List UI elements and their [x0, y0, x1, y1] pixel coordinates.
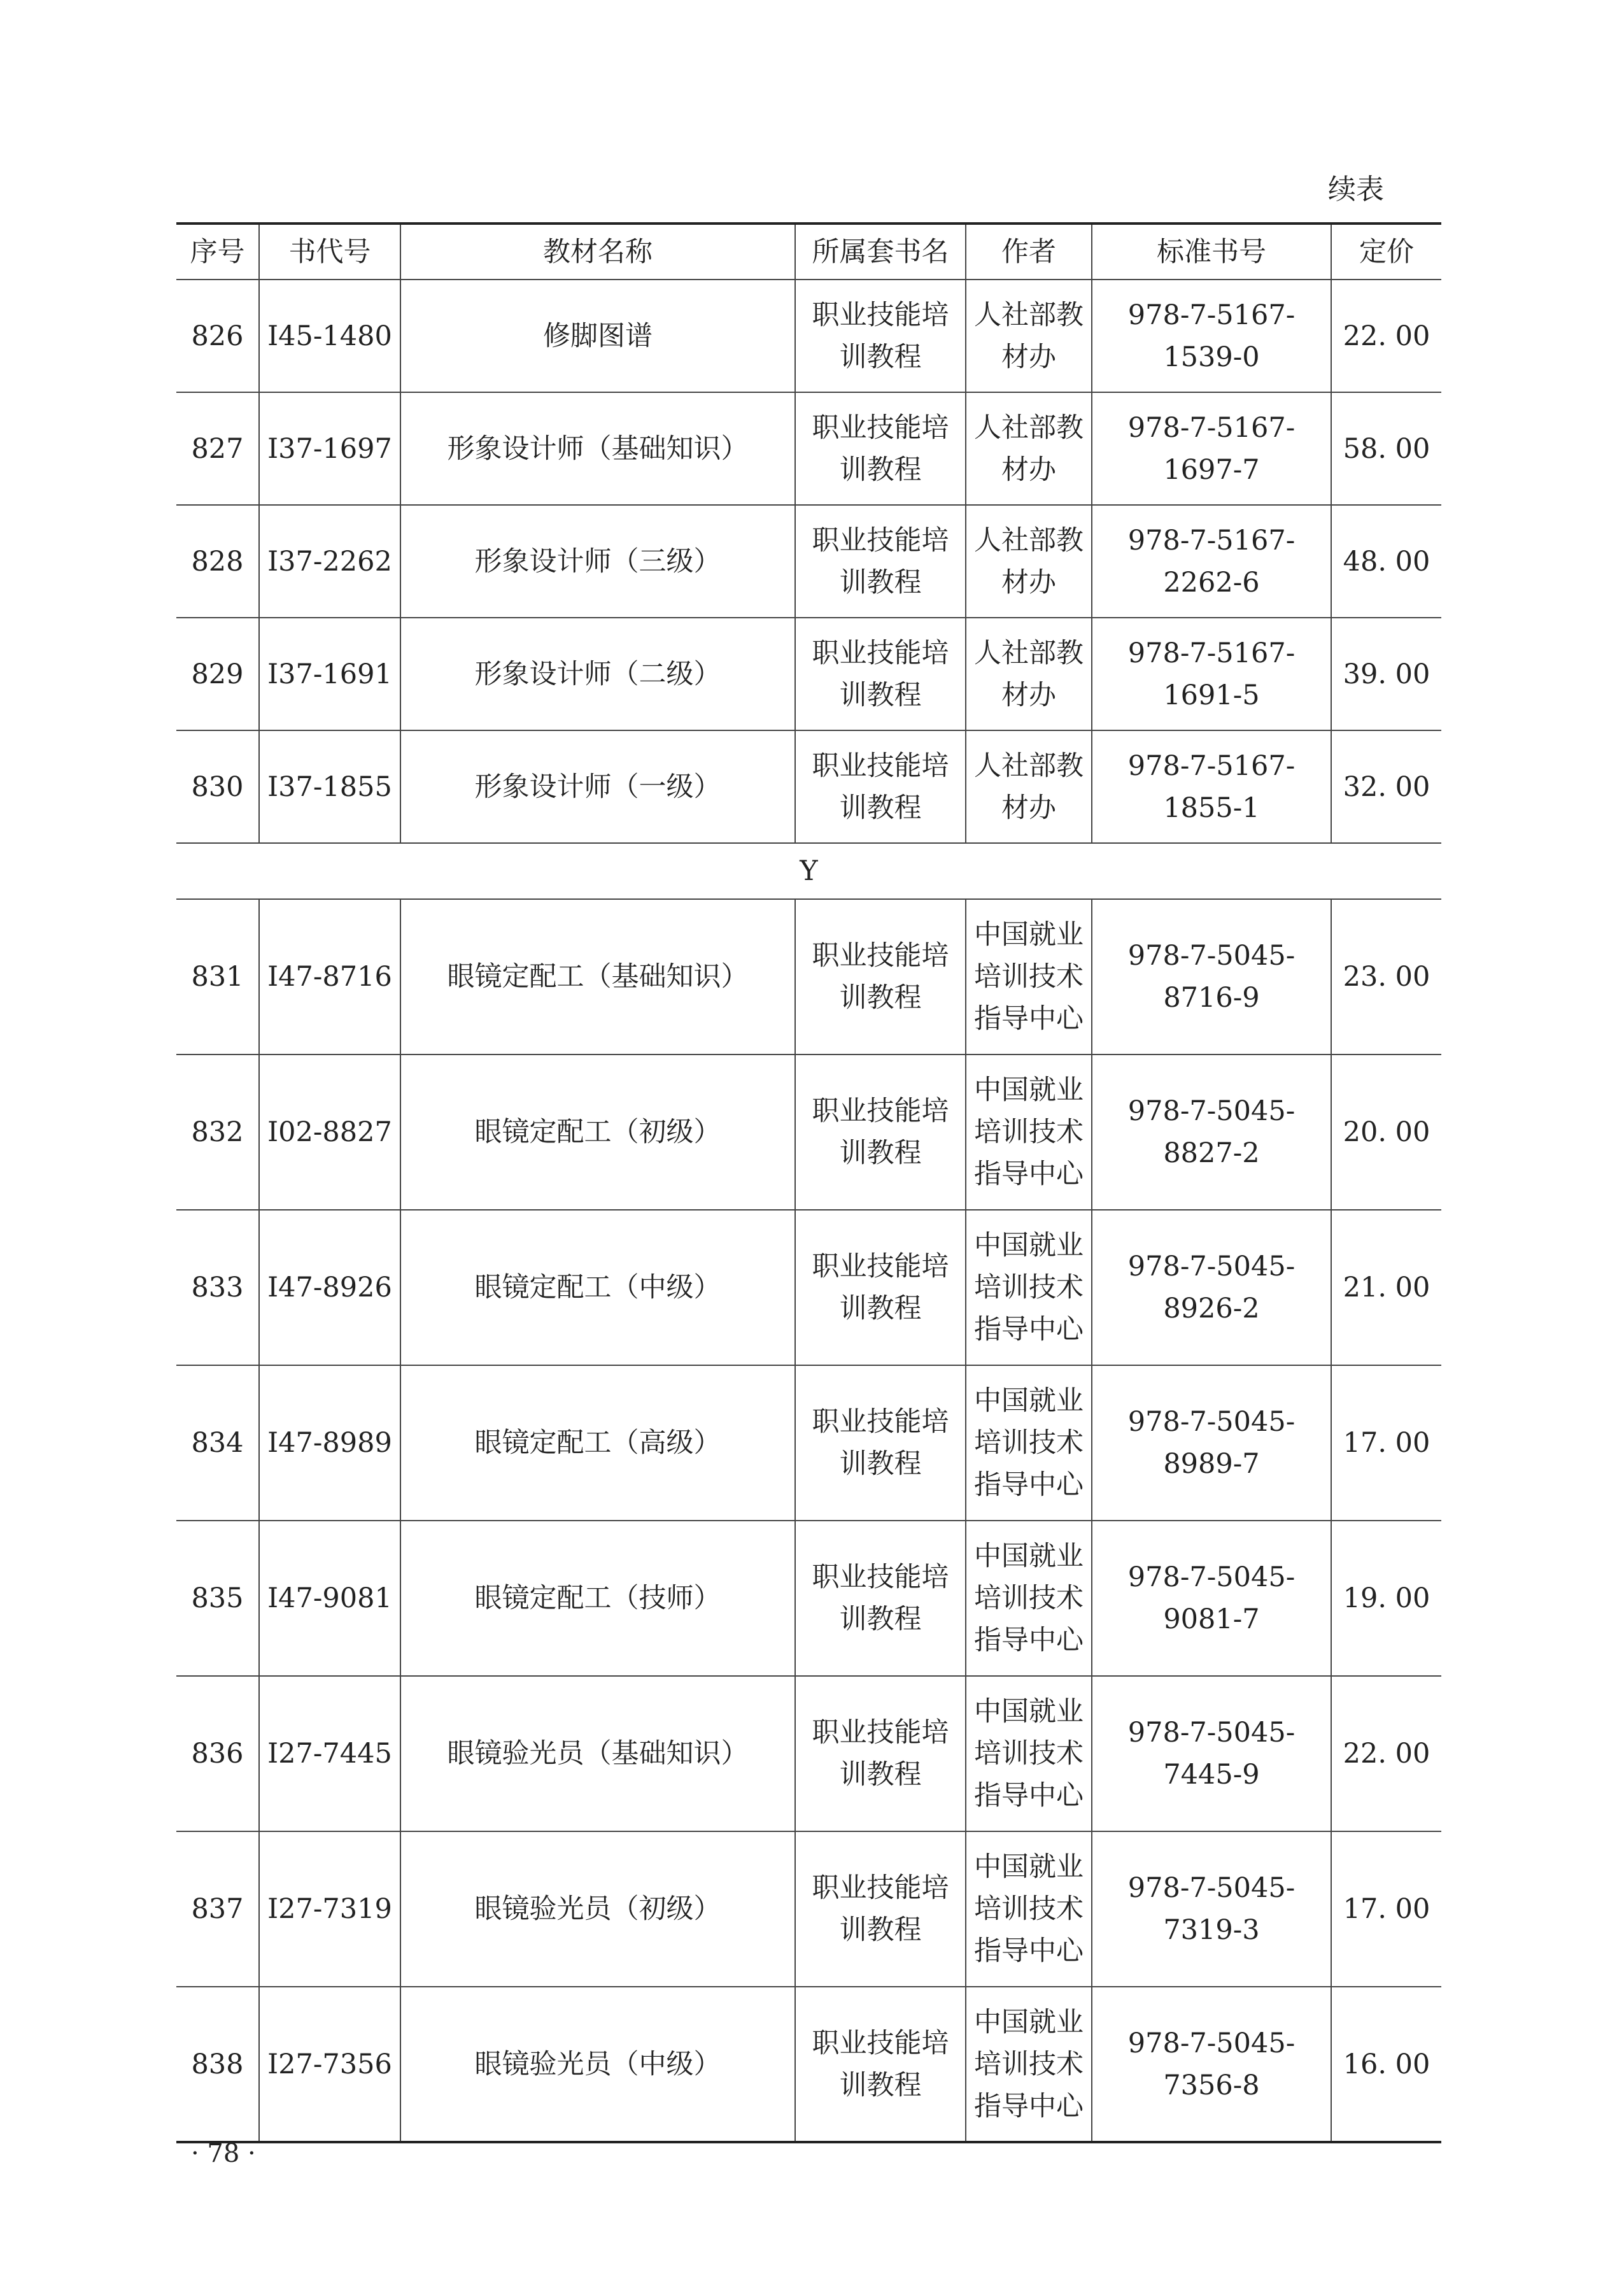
seq-cell: 826: [176, 280, 259, 392]
isbn-cell: 978-7-5045-9081-7: [1092, 1521, 1331, 1676]
continued-label: 续表: [1328, 173, 1384, 206]
seq-cell: 835: [176, 1521, 259, 1676]
isbn-cell: 978-7-5167-1691-5: [1092, 618, 1331, 730]
page-number: · 78 ·: [191, 2139, 256, 2168]
isbn-cell: 978-7-5167-1697-7: [1092, 392, 1331, 505]
title-cell: 眼镜验光员（中级）: [400, 1987, 795, 2142]
seq-cell: 838: [176, 1987, 259, 2142]
seq-cell: 828: [176, 505, 259, 618]
series-cell: 职业技能培训教程: [795, 1521, 966, 1676]
seq-cell: 836: [176, 1676, 259, 1831]
header-author: 作者: [966, 224, 1092, 280]
isbn-cell: 978-7-5167-1855-1: [1092, 730, 1331, 843]
author-cell: 中国就业培训技术指导中心: [966, 899, 1092, 1054]
title-cell: 眼镜定配工（技师）: [400, 1521, 795, 1676]
series-cell: 职业技能培训教程: [795, 1676, 966, 1831]
series-cell: 职业技能培训教程: [795, 392, 966, 505]
author-cell: 中国就业培训技术指导中心: [966, 1831, 1092, 1987]
table-row: [176, 618, 1441, 730]
table-row: [176, 899, 1441, 1054]
code-cell: I27-7319: [259, 1831, 400, 1987]
price-cell: 22. 00: [1331, 280, 1441, 392]
title-cell: 眼镜验光员（初级）: [400, 1831, 795, 1987]
title-cell: 形象设计师（三级）: [400, 505, 795, 618]
seq-cell: 837: [176, 1831, 259, 1987]
series-cell: 职业技能培训教程: [795, 1054, 966, 1210]
code-cell: I45-1480: [259, 280, 400, 392]
isbn-cell: 978-7-5045-8716-9: [1092, 899, 1331, 1054]
author-cell: 中国就业培训技术指导中心: [966, 1365, 1092, 1521]
series-cell: 职业技能培训教程: [795, 1831, 966, 1987]
isbn-cell: 978-7-5045-7356-8: [1092, 1987, 1331, 2142]
series-cell: 职业技能培训教程: [795, 280, 966, 392]
title-cell: 眼镜定配工（初级）: [400, 1054, 795, 1210]
table-row: [176, 505, 1441, 618]
series-cell: 职业技能培训教程: [795, 1210, 966, 1365]
header-code: 书代号: [259, 224, 400, 280]
author-cell: 中国就业培训技术指导中心: [966, 1521, 1092, 1676]
table-row: [176, 1831, 1441, 1987]
seq-cell: 830: [176, 730, 259, 843]
author-cell: 中国就业培训技术指导中心: [966, 1054, 1092, 1210]
author-cell: 中国就业培训技术指导中心: [966, 1987, 1092, 2142]
code-cell: I47-8716: [259, 899, 400, 1054]
price-cell: 48. 00: [1331, 505, 1441, 618]
isbn-cell: 978-7-5167-1539-0: [1092, 280, 1331, 392]
price-cell: 23. 00: [1331, 899, 1441, 1054]
code-cell: I47-8926: [259, 1210, 400, 1365]
code-cell: I02-8827: [259, 1054, 400, 1210]
series-cell: 职业技能培训教程: [795, 1365, 966, 1521]
isbn-cell: 978-7-5045-7319-3: [1092, 1831, 1331, 1987]
seq-cell: 834: [176, 1365, 259, 1521]
author-cell: 中国就业培训技术指导中心: [966, 1210, 1092, 1365]
price-cell: 17. 00: [1331, 1831, 1441, 1987]
table-row: [176, 1521, 1441, 1676]
code-cell: I27-7356: [259, 1987, 400, 2142]
header-seq: 序号: [176, 224, 259, 280]
author-cell: 人社部教材办: [966, 618, 1092, 730]
seq-cell: 833: [176, 1210, 259, 1365]
isbn-cell: 978-7-5045-7445-9: [1092, 1676, 1331, 1831]
price-cell: 39. 00: [1331, 618, 1441, 730]
title-cell: 形象设计师（基础知识）: [400, 392, 795, 505]
title-cell: 眼镜定配工（中级）: [400, 1210, 795, 1365]
table-row: [176, 1676, 1441, 1831]
textbook-catalog-table: [176, 222, 1441, 2143]
code-cell: I37-1697: [259, 392, 400, 505]
seq-cell: 832: [176, 1054, 259, 1210]
author-cell: 人社部教材办: [966, 505, 1092, 618]
table-row: [176, 730, 1441, 843]
title-cell: 形象设计师（一级）: [400, 730, 795, 843]
price-cell: 17. 00: [1331, 1365, 1441, 1521]
section-row: [176, 843, 1441, 899]
table-header-row: [176, 224, 1441, 280]
code-cell: I37-2262: [259, 505, 400, 618]
title-cell: 眼镜定配工（基础知识）: [400, 899, 795, 1054]
author-cell: 人社部教材办: [966, 280, 1092, 392]
price-cell: 16. 00: [1331, 1987, 1441, 2142]
code-cell: I37-1855: [259, 730, 400, 843]
author-cell: 人社部教材办: [966, 730, 1092, 843]
title-cell: 眼镜验光员（基础知识）: [400, 1676, 795, 1831]
code-cell: I47-9081: [259, 1521, 400, 1676]
code-cell: I47-8989: [259, 1365, 400, 1521]
title-cell: 修脚图谱: [400, 280, 795, 392]
table-row: [176, 392, 1441, 505]
header-series: 所属套书名: [795, 224, 966, 280]
series-cell: 职业技能培训教程: [795, 505, 966, 618]
table-row: [176, 1365, 1441, 1521]
table-row: [176, 1054, 1441, 1210]
series-cell: 职业技能培训教程: [795, 1987, 966, 2142]
seq-cell: 827: [176, 392, 259, 505]
isbn-cell: 978-7-5045-8827-2: [1092, 1054, 1331, 1210]
price-cell: 22. 00: [1331, 1676, 1441, 1831]
seq-cell: 831: [176, 899, 259, 1054]
price-cell: 19. 00: [1331, 1521, 1441, 1676]
series-cell: 职业技能培训教程: [795, 899, 966, 1054]
seq-cell: 829: [176, 618, 259, 730]
author-cell: 中国就业培训技术指导中心: [966, 1676, 1092, 1831]
author-cell: 人社部教材办: [966, 392, 1092, 505]
isbn-cell: 978-7-5045-8926-2: [1092, 1210, 1331, 1365]
price-cell: 20. 00: [1331, 1054, 1441, 1210]
section-letter: Y: [176, 843, 1441, 899]
isbn-cell: 978-7-5045-8989-7: [1092, 1365, 1331, 1521]
title-cell: 眼镜定配工（高级）: [400, 1365, 795, 1521]
header-title: 教材名称: [400, 224, 795, 280]
table-row: [176, 1210, 1441, 1365]
table-row: [176, 1987, 1441, 2142]
series-cell: 职业技能培训教程: [795, 730, 966, 843]
series-cell: 职业技能培训教程: [795, 618, 966, 730]
header-isbn: 标准书号: [1092, 224, 1331, 280]
header-price: 定价: [1331, 224, 1441, 280]
code-cell: I27-7445: [259, 1676, 400, 1831]
price-cell: 58. 00: [1331, 392, 1441, 505]
table-row: [176, 280, 1441, 392]
price-cell: 21. 00: [1331, 1210, 1441, 1365]
title-cell: 形象设计师（二级）: [400, 618, 795, 730]
price-cell: 32. 00: [1331, 730, 1441, 843]
isbn-cell: 978-7-5167-2262-6: [1092, 505, 1331, 618]
code-cell: I37-1691: [259, 618, 400, 730]
